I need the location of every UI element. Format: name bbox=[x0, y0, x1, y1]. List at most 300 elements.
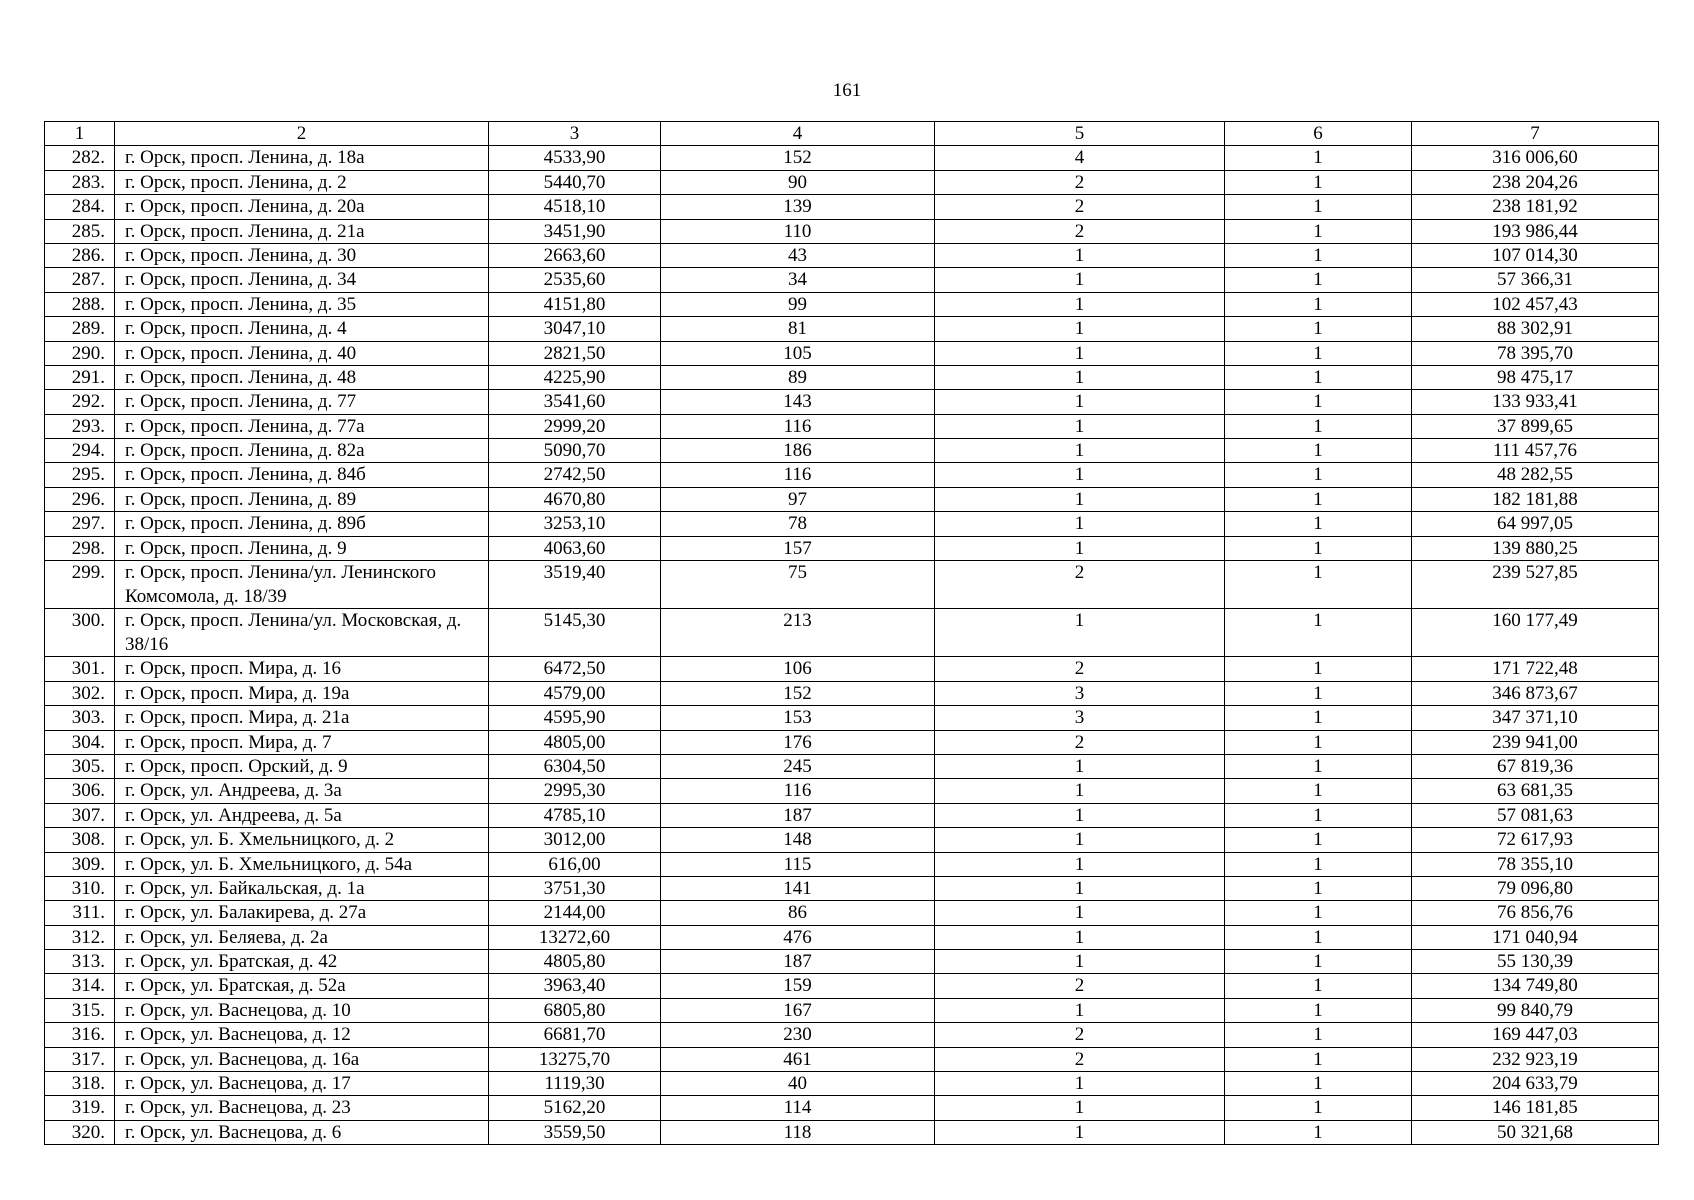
cell-residents: 86 bbox=[661, 901, 935, 925]
cell-row-number: 293. bbox=[45, 414, 115, 438]
cell-amount: 171 040,94 bbox=[1412, 925, 1659, 949]
cell-floors-count: 1 bbox=[935, 439, 1225, 463]
cell-residents: 213 bbox=[661, 609, 935, 657]
cell-address: г. Орск, ул. Андреева, д. 3а bbox=[115, 779, 489, 803]
cell-units-count: 1 bbox=[1225, 390, 1412, 414]
cell-floors-count: 1 bbox=[935, 365, 1225, 389]
table-row bbox=[45, 536, 1659, 560]
table-row bbox=[45, 1072, 1659, 1096]
cell-units-count: 1 bbox=[1225, 1047, 1412, 1071]
cell-area: 4151,80 bbox=[489, 292, 661, 316]
cell-area: 2663,60 bbox=[489, 243, 661, 267]
cell-area: 6304,50 bbox=[489, 754, 661, 778]
cell-address: г. Орск, ул. Андреева, д. 5а bbox=[115, 803, 489, 827]
cell-units-count: 1 bbox=[1225, 803, 1412, 827]
cell-units-count: 1 bbox=[1225, 536, 1412, 560]
cell-area: 4595,90 bbox=[489, 706, 661, 730]
cell-amount: 102 457,43 bbox=[1412, 292, 1659, 316]
cell-address: г. Орск, просп. Ленина, д. 89б bbox=[115, 512, 489, 536]
cell-row-number: 294. bbox=[45, 439, 115, 463]
cell-amount: 99 840,79 bbox=[1412, 998, 1659, 1022]
column-header-4: 4 bbox=[661, 122, 935, 146]
cell-floors-count: 1 bbox=[935, 998, 1225, 1022]
cell-amount: 72 617,93 bbox=[1412, 828, 1659, 852]
cell-address: г. Орск, просп. Мира, д. 19а bbox=[115, 681, 489, 705]
cell-residents: 139 bbox=[661, 195, 935, 219]
cell-residents: 187 bbox=[661, 950, 935, 974]
cell-area: 3559,50 bbox=[489, 1120, 661, 1144]
cell-units-count: 1 bbox=[1225, 901, 1412, 925]
cell-amount: 239 941,00 bbox=[1412, 730, 1659, 754]
cell-area: 3012,00 bbox=[489, 828, 661, 852]
cell-units-count: 1 bbox=[1225, 730, 1412, 754]
cell-amount: 63 681,35 bbox=[1412, 779, 1659, 803]
column-header-1: 1 bbox=[45, 122, 115, 146]
cell-area: 3047,10 bbox=[489, 317, 661, 341]
cell-units-count: 1 bbox=[1225, 195, 1412, 219]
table-row bbox=[45, 828, 1659, 852]
cell-amount: 79 096,80 bbox=[1412, 876, 1659, 900]
cell-floors-count: 1 bbox=[935, 754, 1225, 778]
cell-address: г. Орск, просп. Ленина, д. 89 bbox=[115, 487, 489, 511]
table-row bbox=[45, 463, 1659, 487]
cell-area: 6472,50 bbox=[489, 657, 661, 681]
table-row bbox=[45, 219, 1659, 243]
cell-residents: 89 bbox=[661, 365, 935, 389]
cell-floors-count: 2 bbox=[935, 219, 1225, 243]
cell-floors-count: 1 bbox=[935, 852, 1225, 876]
cell-area: 3253,10 bbox=[489, 512, 661, 536]
table-row bbox=[45, 561, 1659, 609]
cell-residents: 43 bbox=[661, 243, 935, 267]
cell-address: г. Орск, просп. Ленина, д. 82а bbox=[115, 439, 489, 463]
cell-floors-count: 2 bbox=[935, 974, 1225, 998]
cell-amount: 204 633,79 bbox=[1412, 1072, 1659, 1096]
cell-floors-count: 2 bbox=[935, 1047, 1225, 1071]
cell-area: 4805,00 bbox=[489, 730, 661, 754]
cell-area: 3451,90 bbox=[489, 219, 661, 243]
cell-residents: 90 bbox=[661, 170, 935, 194]
cell-amount: 146 181,85 bbox=[1412, 1096, 1659, 1120]
table-row bbox=[45, 414, 1659, 438]
cell-amount: 139 880,25 bbox=[1412, 536, 1659, 560]
cell-residents: 34 bbox=[661, 268, 935, 292]
cell-area: 4063,60 bbox=[489, 536, 661, 560]
cell-address: г. Орск, просп. Ленина, д. 77а bbox=[115, 414, 489, 438]
cell-amount: 67 819,36 bbox=[1412, 754, 1659, 778]
cell-units-count: 1 bbox=[1225, 1120, 1412, 1144]
table-header-row bbox=[45, 122, 1659, 146]
column-header-2: 2 bbox=[115, 122, 489, 146]
cell-row-number: 306. bbox=[45, 779, 115, 803]
table-row bbox=[45, 292, 1659, 316]
cell-units-count: 1 bbox=[1225, 1072, 1412, 1096]
cell-address: г. Орск, ул. Васнецова, д. 10 bbox=[115, 998, 489, 1022]
cell-address: г. Орск, ул. Васнецова, д. 23 bbox=[115, 1096, 489, 1120]
cell-row-number: 318. bbox=[45, 1072, 115, 1096]
cell-row-number: 286. bbox=[45, 243, 115, 267]
cell-address: г. Орск, просп. Орский, д. 9 bbox=[115, 754, 489, 778]
cell-residents: 106 bbox=[661, 657, 935, 681]
cell-floors-count: 2 bbox=[935, 657, 1225, 681]
cell-area: 4805,80 bbox=[489, 950, 661, 974]
cell-row-number: 310. bbox=[45, 876, 115, 900]
cell-amount: 55 130,39 bbox=[1412, 950, 1659, 974]
cell-units-count: 1 bbox=[1225, 365, 1412, 389]
cell-address: г. Орск, просп. Ленина, д. 20а bbox=[115, 195, 489, 219]
cell-residents: 110 bbox=[661, 219, 935, 243]
cell-amount: 182 181,88 bbox=[1412, 487, 1659, 511]
cell-units-count: 1 bbox=[1225, 852, 1412, 876]
table-row bbox=[45, 950, 1659, 974]
cell-row-number: 319. bbox=[45, 1096, 115, 1120]
cell-row-number: 309. bbox=[45, 852, 115, 876]
cell-row-number: 284. bbox=[45, 195, 115, 219]
cell-area: 4225,90 bbox=[489, 365, 661, 389]
cell-units-count: 1 bbox=[1225, 439, 1412, 463]
cell-residents: 176 bbox=[661, 730, 935, 754]
cell-address: г. Орск, просп. Ленина, д. 48 bbox=[115, 365, 489, 389]
cell-residents: 152 bbox=[661, 146, 935, 170]
cell-residents: 186 bbox=[661, 439, 935, 463]
cell-area: 1119,30 bbox=[489, 1072, 661, 1096]
cell-floors-count: 3 bbox=[935, 681, 1225, 705]
cell-area: 5145,30 bbox=[489, 609, 661, 657]
cell-address: г. Орск, просп. Ленина, д. 4 bbox=[115, 317, 489, 341]
cell-row-number: 307. bbox=[45, 803, 115, 827]
column-header-7: 7 bbox=[1412, 122, 1659, 146]
table-row bbox=[45, 487, 1659, 511]
cell-amount: 238 204,26 bbox=[1412, 170, 1659, 194]
cell-residents: 143 bbox=[661, 390, 935, 414]
cell-units-count: 1 bbox=[1225, 925, 1412, 949]
cell-residents: 152 bbox=[661, 681, 935, 705]
cell-residents: 159 bbox=[661, 974, 935, 998]
cell-residents: 153 bbox=[661, 706, 935, 730]
table-row bbox=[45, 1120, 1659, 1144]
cell-row-number: 320. bbox=[45, 1120, 115, 1144]
table-row bbox=[45, 852, 1659, 876]
cell-floors-count: 2 bbox=[935, 561, 1225, 609]
cell-residents: 461 bbox=[661, 1047, 935, 1071]
cell-row-number: 298. bbox=[45, 536, 115, 560]
cell-floors-count: 1 bbox=[935, 414, 1225, 438]
cell-units-count: 1 bbox=[1225, 268, 1412, 292]
cell-area: 2995,30 bbox=[489, 779, 661, 803]
cell-amount: 88 302,91 bbox=[1412, 317, 1659, 341]
table-row bbox=[45, 925, 1659, 949]
cell-floors-count: 1 bbox=[935, 512, 1225, 536]
cell-address: г. Орск, ул. Братская, д. 52а bbox=[115, 974, 489, 998]
cell-amount: 37 899,65 bbox=[1412, 414, 1659, 438]
cell-amount: 64 997,05 bbox=[1412, 512, 1659, 536]
cell-residents: 40 bbox=[661, 1072, 935, 1096]
cell-residents: 187 bbox=[661, 803, 935, 827]
cell-address: г. Орск, просп. Мира, д. 7 bbox=[115, 730, 489, 754]
cell-residents: 148 bbox=[661, 828, 935, 852]
cell-row-number: 305. bbox=[45, 754, 115, 778]
cell-residents: 105 bbox=[661, 341, 935, 365]
cell-address: г. Орск, ул. Беляева, д. 2а bbox=[115, 925, 489, 949]
cell-floors-count: 1 bbox=[935, 609, 1225, 657]
table-row bbox=[45, 706, 1659, 730]
cell-floors-count: 4 bbox=[935, 146, 1225, 170]
cell-floors-count: 2 bbox=[935, 1023, 1225, 1047]
column-header-6: 6 bbox=[1225, 122, 1412, 146]
table-row bbox=[45, 1047, 1659, 1071]
cell-row-number: 308. bbox=[45, 828, 115, 852]
cell-floors-count: 1 bbox=[935, 463, 1225, 487]
cell-area: 4670,80 bbox=[489, 487, 661, 511]
cell-residents: 81 bbox=[661, 317, 935, 341]
cell-floors-count: 2 bbox=[935, 730, 1225, 754]
cell-area: 13272,60 bbox=[489, 925, 661, 949]
table-row bbox=[45, 170, 1659, 194]
cell-units-count: 1 bbox=[1225, 706, 1412, 730]
table-row bbox=[45, 730, 1659, 754]
table-row bbox=[45, 901, 1659, 925]
table-row bbox=[45, 754, 1659, 778]
cell-area: 5440,70 bbox=[489, 170, 661, 194]
cell-row-number: 312. bbox=[45, 925, 115, 949]
cell-residents: 116 bbox=[661, 414, 935, 438]
cell-row-number: 289. bbox=[45, 317, 115, 341]
cell-row-number: 314. bbox=[45, 974, 115, 998]
cell-area: 2742,50 bbox=[489, 463, 661, 487]
cell-floors-count: 1 bbox=[935, 292, 1225, 316]
cell-row-number: 303. bbox=[45, 706, 115, 730]
cell-floors-count: 1 bbox=[935, 803, 1225, 827]
data-table bbox=[44, 121, 1659, 1145]
table-row bbox=[45, 268, 1659, 292]
table-row bbox=[45, 317, 1659, 341]
cell-area: 3751,30 bbox=[489, 876, 661, 900]
cell-residents: 99 bbox=[661, 292, 935, 316]
cell-address: г. Орск, ул. Балакирева, д. 27а bbox=[115, 901, 489, 925]
cell-units-count: 1 bbox=[1225, 414, 1412, 438]
cell-residents: 157 bbox=[661, 536, 935, 560]
cell-residents: 78 bbox=[661, 512, 935, 536]
cell-amount: 346 873,67 bbox=[1412, 681, 1659, 705]
cell-residents: 116 bbox=[661, 463, 935, 487]
table-row bbox=[45, 243, 1659, 267]
table-row bbox=[45, 390, 1659, 414]
cell-row-number: 304. bbox=[45, 730, 115, 754]
cell-residents: 476 bbox=[661, 925, 935, 949]
cell-floors-count: 1 bbox=[935, 925, 1225, 949]
cell-units-count: 1 bbox=[1225, 1023, 1412, 1047]
cell-floors-count: 1 bbox=[935, 901, 1225, 925]
column-header-5: 5 bbox=[935, 122, 1225, 146]
cell-area: 2144,00 bbox=[489, 901, 661, 925]
cell-amount: 50 321,68 bbox=[1412, 1120, 1659, 1144]
cell-units-count: 1 bbox=[1225, 950, 1412, 974]
cell-address: г. Орск, просп. Ленина, д. 34 bbox=[115, 268, 489, 292]
cell-floors-count: 1 bbox=[935, 317, 1225, 341]
cell-units-count: 1 bbox=[1225, 487, 1412, 511]
cell-units-count: 1 bbox=[1225, 1096, 1412, 1120]
cell-row-number: 292. bbox=[45, 390, 115, 414]
cell-units-count: 1 bbox=[1225, 170, 1412, 194]
table-body bbox=[45, 122, 1659, 1145]
cell-address: г. Орск, ул. Васнецова, д. 12 bbox=[115, 1023, 489, 1047]
cell-area: 4785,10 bbox=[489, 803, 661, 827]
cell-address: г. Орск, ул. Васнецова, д. 16а bbox=[115, 1047, 489, 1071]
cell-amount: 78 395,70 bbox=[1412, 341, 1659, 365]
cell-floors-count: 1 bbox=[935, 828, 1225, 852]
table-row bbox=[45, 195, 1659, 219]
table-row bbox=[45, 512, 1659, 536]
cell-floors-count: 1 bbox=[935, 1072, 1225, 1096]
table-row bbox=[45, 1096, 1659, 1120]
cell-area: 616,00 bbox=[489, 852, 661, 876]
cell-amount: 111 457,76 bbox=[1412, 439, 1659, 463]
cell-address: г. Орск, просп. Мира, д. 16 bbox=[115, 657, 489, 681]
cell-units-count: 1 bbox=[1225, 243, 1412, 267]
cell-floors-count: 1 bbox=[935, 341, 1225, 365]
cell-address: г. Орск, просп. Ленина, д. 2 bbox=[115, 170, 489, 194]
cell-amount: 98 475,17 bbox=[1412, 365, 1659, 389]
cell-address: г. Орск, ул. Васнецова, д. 17 bbox=[115, 1072, 489, 1096]
cell-floors-count: 2 bbox=[935, 195, 1225, 219]
cell-amount: 232 923,19 bbox=[1412, 1047, 1659, 1071]
cell-residents: 75 bbox=[661, 561, 935, 609]
cell-residents: 118 bbox=[661, 1120, 935, 1144]
cell-units-count: 1 bbox=[1225, 974, 1412, 998]
cell-area: 6681,70 bbox=[489, 1023, 661, 1047]
cell-units-count: 1 bbox=[1225, 146, 1412, 170]
cell-area: 2535,60 bbox=[489, 268, 661, 292]
cell-units-count: 1 bbox=[1225, 828, 1412, 852]
cell-row-number: 317. bbox=[45, 1047, 115, 1071]
cell-area: 3519,40 bbox=[489, 561, 661, 609]
table-row bbox=[45, 341, 1659, 365]
cell-residents: 167 bbox=[661, 998, 935, 1022]
cell-units-count: 1 bbox=[1225, 876, 1412, 900]
cell-residents: 114 bbox=[661, 1096, 935, 1120]
cell-address: г. Орск, ул. Васнецова, д. 6 bbox=[115, 1120, 489, 1144]
cell-amount: 193 986,44 bbox=[1412, 219, 1659, 243]
cell-amount: 239 527,85 bbox=[1412, 561, 1659, 609]
cell-floors-count: 1 bbox=[935, 487, 1225, 511]
cell-units-count: 1 bbox=[1225, 219, 1412, 243]
cell-address: г. Орск, просп. Ленина, д. 21а bbox=[115, 219, 489, 243]
cell-floors-count: 2 bbox=[935, 170, 1225, 194]
cell-area: 6805,80 bbox=[489, 998, 661, 1022]
cell-row-number: 290. bbox=[45, 341, 115, 365]
cell-residents: 115 bbox=[661, 852, 935, 876]
cell-area: 13275,70 bbox=[489, 1047, 661, 1071]
cell-units-count: 1 bbox=[1225, 657, 1412, 681]
cell-floors-count: 3 bbox=[935, 706, 1225, 730]
column-header-3: 3 bbox=[489, 122, 661, 146]
cell-area: 5162,20 bbox=[489, 1096, 661, 1120]
cell-row-number: 288. bbox=[45, 292, 115, 316]
cell-area: 2821,50 bbox=[489, 341, 661, 365]
cell-units-count: 1 bbox=[1225, 681, 1412, 705]
cell-row-number: 311. bbox=[45, 901, 115, 925]
cell-residents: 97 bbox=[661, 487, 935, 511]
cell-units-count: 1 bbox=[1225, 292, 1412, 316]
cell-amount: 316 006,60 bbox=[1412, 146, 1659, 170]
cell-units-count: 1 bbox=[1225, 609, 1412, 657]
table-row bbox=[45, 974, 1659, 998]
cell-area: 4533,90 bbox=[489, 146, 661, 170]
cell-address: г. Орск, просп. Мира, д. 21а bbox=[115, 706, 489, 730]
cell-address: г. Орск, просп. Ленина, д. 35 bbox=[115, 292, 489, 316]
cell-area: 2999,20 bbox=[489, 414, 661, 438]
cell-units-count: 1 bbox=[1225, 341, 1412, 365]
table-row bbox=[45, 146, 1659, 170]
cell-row-number: 316. bbox=[45, 1023, 115, 1047]
cell-row-number: 287. bbox=[45, 268, 115, 292]
cell-floors-count: 1 bbox=[935, 876, 1225, 900]
cell-residents: 245 bbox=[661, 754, 935, 778]
cell-area: 3541,60 bbox=[489, 390, 661, 414]
table-row bbox=[45, 657, 1659, 681]
cell-amount: 48 282,55 bbox=[1412, 463, 1659, 487]
table-row bbox=[45, 681, 1659, 705]
cell-row-number: 291. bbox=[45, 365, 115, 389]
cell-amount: 347 371,10 bbox=[1412, 706, 1659, 730]
cell-units-count: 1 bbox=[1225, 779, 1412, 803]
cell-address: г. Орск, ул. Б. Хмельницкого, д. 2 bbox=[115, 828, 489, 852]
cell-units-count: 1 bbox=[1225, 561, 1412, 609]
cell-area: 4579,00 bbox=[489, 681, 661, 705]
cell-amount: 107 014,30 bbox=[1412, 243, 1659, 267]
cell-row-number: 283. bbox=[45, 170, 115, 194]
cell-address: г. Орск, ул. Байкальская, д. 1а bbox=[115, 876, 489, 900]
cell-address: г. Орск, просп. Ленина, д. 30 bbox=[115, 243, 489, 267]
cell-area: 4518,10 bbox=[489, 195, 661, 219]
cell-units-count: 1 bbox=[1225, 317, 1412, 341]
cell-amount: 171 722,48 bbox=[1412, 657, 1659, 681]
cell-floors-count: 1 bbox=[935, 1096, 1225, 1120]
cell-units-count: 1 bbox=[1225, 754, 1412, 778]
cell-amount: 57 366,31 bbox=[1412, 268, 1659, 292]
cell-row-number: 297. bbox=[45, 512, 115, 536]
cell-row-number: 296. bbox=[45, 487, 115, 511]
cell-floors-count: 1 bbox=[935, 536, 1225, 560]
cell-row-number: 285. bbox=[45, 219, 115, 243]
cell-address: г. Орск, просп. Ленина/ул. Московская, д. 38/16 bbox=[115, 609, 489, 657]
cell-floors-count: 1 bbox=[935, 390, 1225, 414]
cell-row-number: 300. bbox=[45, 609, 115, 657]
cell-amount: 78 355,10 bbox=[1412, 852, 1659, 876]
table-row bbox=[45, 365, 1659, 389]
cell-amount: 57 081,63 bbox=[1412, 803, 1659, 827]
cell-row-number: 295. bbox=[45, 463, 115, 487]
cell-address: г. Орск, просп. Ленина, д. 18а bbox=[115, 146, 489, 170]
cell-row-number: 301. bbox=[45, 657, 115, 681]
cell-address: г. Орск, просп. Ленина, д. 40 bbox=[115, 341, 489, 365]
cell-amount: 160 177,49 bbox=[1412, 609, 1659, 657]
table-row bbox=[45, 439, 1659, 463]
table-row bbox=[45, 876, 1659, 900]
cell-address: г. Орск, просп. Ленина/ул. Ленинского Комсомола, д. 18/39 bbox=[115, 561, 489, 609]
cell-address: г. Орск, просп. Ленина, д. 77 bbox=[115, 390, 489, 414]
cell-address: г. Орск, просп. Ленина, д. 9 bbox=[115, 536, 489, 560]
cell-floors-count: 1 bbox=[935, 243, 1225, 267]
cell-floors-count: 1 bbox=[935, 268, 1225, 292]
cell-row-number: 315. bbox=[45, 998, 115, 1022]
cell-residents: 230 bbox=[661, 1023, 935, 1047]
cell-amount: 238 181,92 bbox=[1412, 195, 1659, 219]
cell-row-number: 282. bbox=[45, 146, 115, 170]
cell-floors-count: 1 bbox=[935, 1120, 1225, 1144]
cell-residents: 141 bbox=[661, 876, 935, 900]
cell-row-number: 299. bbox=[45, 561, 115, 609]
